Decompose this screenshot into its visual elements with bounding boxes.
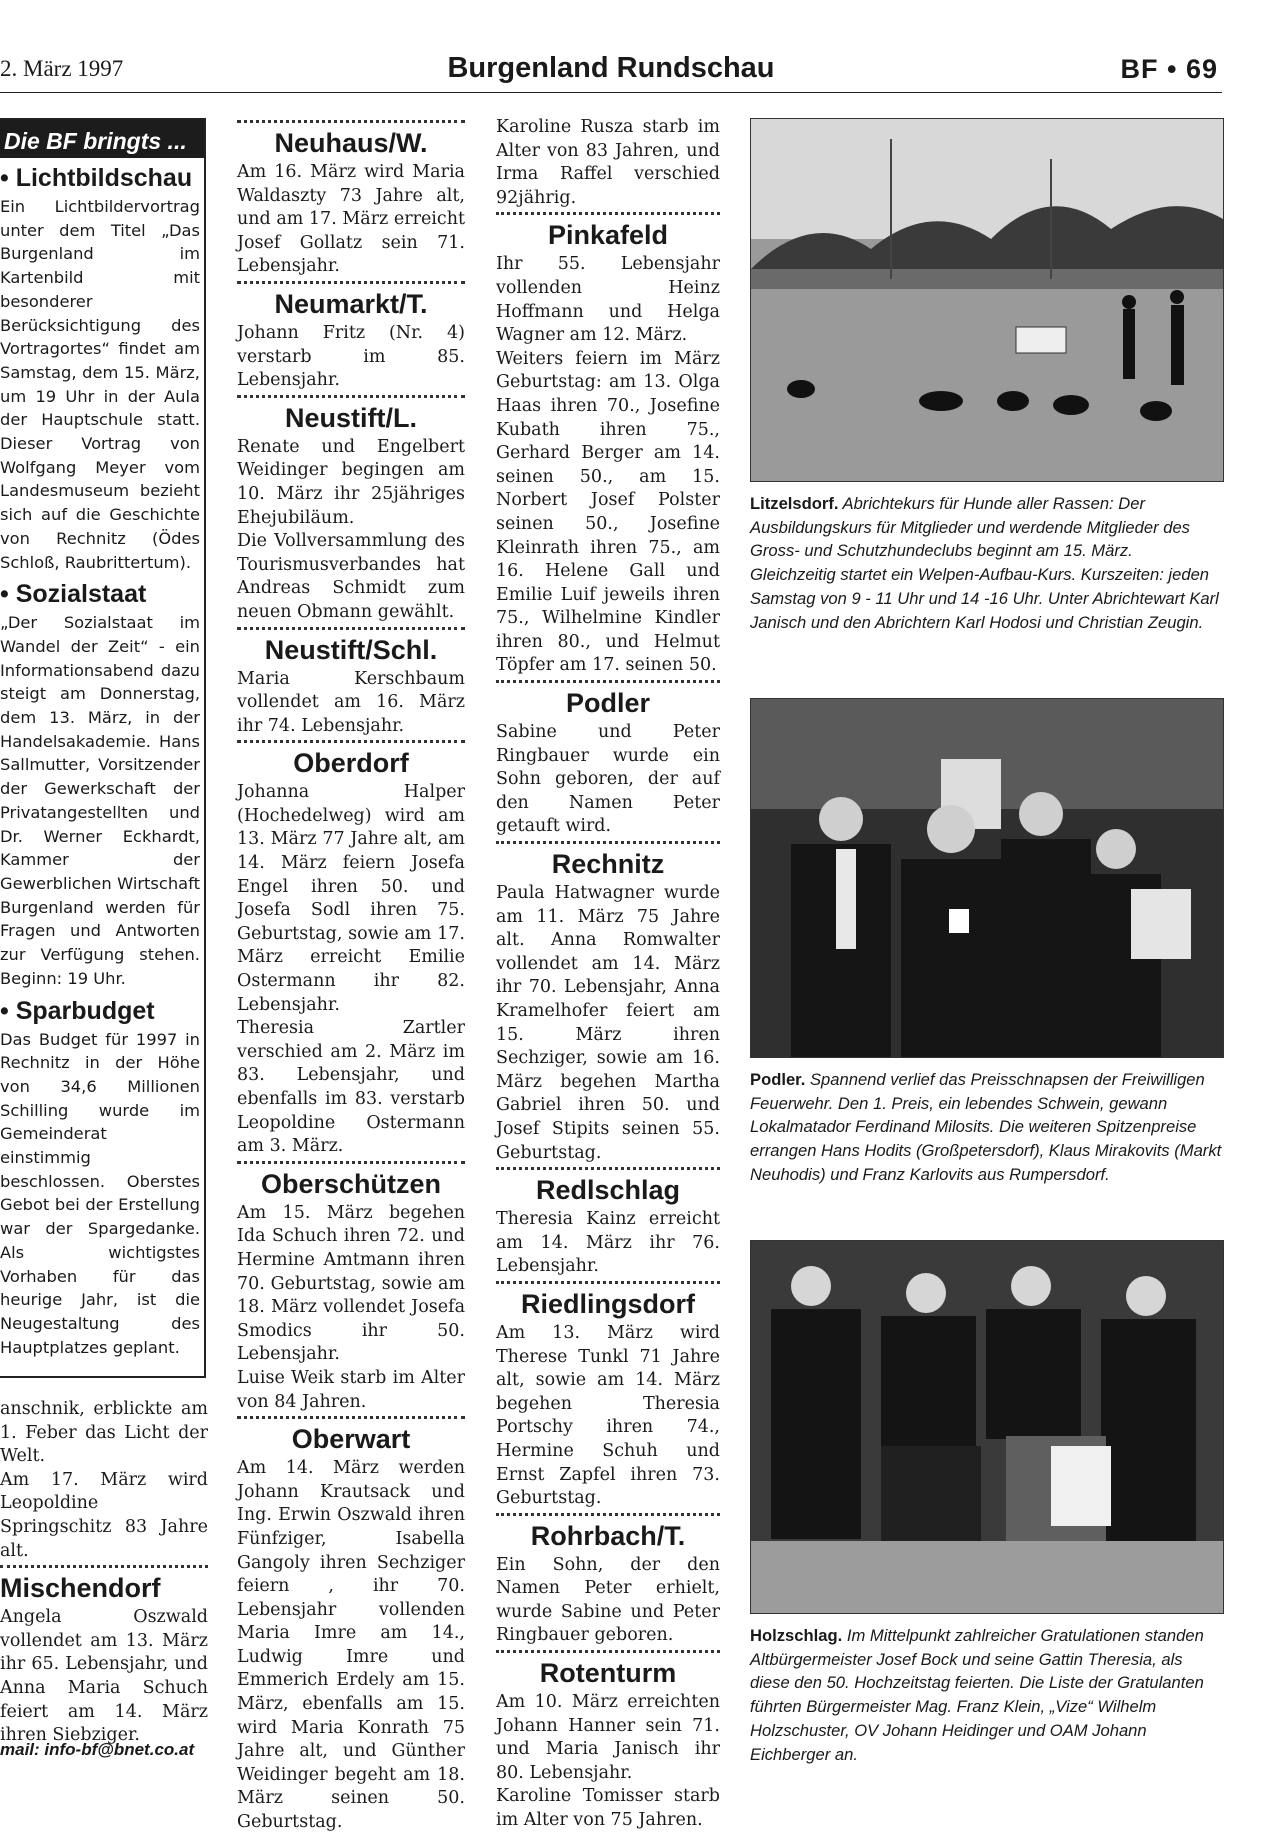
section-title: Neumarkt/T. (274, 288, 428, 319)
issue-date: 2. März 1997 (0, 56, 124, 81)
photo-dog-training (750, 118, 1224, 482)
section-rotenturm (496, 1650, 720, 1833)
page-number: BF • 69 (1120, 54, 1218, 84)
caption-place: Litzelsdorf. (750, 494, 839, 513)
info-box (0, 118, 206, 1378)
article-text: Johanna Halper (Hochedelweg) wird am 13. März 77 Jahre alt, am 14. März feiern Josefa Engel ihren 50. und Josefa Sodl ihren 75. Geburtstag, sowie am 17. März erreicht Emilie Ostermann ihr 82. Lebensjahr. (237, 782, 465, 1015)
caption-place: Holzschlag. (750, 1626, 843, 1645)
section-podler (496, 680, 720, 839)
newspaper-title: Burgenland Rundschau (447, 52, 775, 84)
dotted-divider (496, 1513, 720, 1516)
dotted-divider (237, 120, 465, 123)
section-oberwart (237, 1416, 465, 1835)
dotted-divider (237, 281, 465, 284)
caption-text: Spannend verlief das Preisschnapsen der Freiwilligen Feuerwehr. Den 1. Preis, ein lebendes Schwein, gewann Lokalmatador Ferdinand Milosits. Die weiteren Spitzenpreise errangen Hans Hodits (Großpetersdorf), Klaus Mirakovits (Markt Neuhodis) und Franz Karlovits aus Rumpersdorf. (750, 1070, 1222, 1184)
dotted-divider (496, 212, 720, 215)
section-title: Neustift/Schl. (264, 634, 438, 665)
section-oberschuetzen (237, 1161, 465, 1414)
info-section-text: Ein Lichtbildervortrag unter dem Titel „Das Burgenland im Kartenbild mit besonderer Berücksichtigung des Vortragortes“ findet am Samstag, dem 15. März, um 19 Uhr in der Aula der Hauptschule statt. Dieser Vortrag von Wolfgang Meyer vom Landesmuseum bezieht sich auf die Geschichte von Rechnitz (Ödes Schloß, Raubrittertum). (0, 197, 200, 572)
section-neustift-l (237, 395, 465, 625)
article-text: Karoline Tomisser starb im Alter von 75 Jahren. (496, 1786, 720, 1831)
section-title: Riedlingsdorf (521, 1288, 695, 1319)
dotted-divider (237, 1161, 465, 1164)
section-rohrbach (496, 1513, 720, 1648)
caption-podler (750, 1068, 1222, 1187)
section-title: Podler (565, 688, 651, 719)
info-section-title: • Sozialstaat (0, 580, 147, 609)
article-text: Angela Oszwald vollendet am 13. März ihr 65. Lebensjahr, und Anna Maria Schuch feiert am 14. März ihren Siebziger. (0, 1607, 208, 1746)
section-title: Rotenturm (539, 1658, 677, 1689)
section-neumarkt (237, 281, 465, 393)
section-title: Oberdorf (293, 748, 409, 779)
column-1-continued (0, 1398, 208, 1748)
dotted-divider (496, 841, 720, 844)
article-text: Am 15. März begehen Ida Schuch ihren 72. und Hermine Amtmann ihren 70. Geburtstag, sowie am 18. März vollendet Josefa Smodics ihr 50. Lebensjahr. (237, 1202, 465, 1365)
section-title-mischendorf: Mischendorf (0, 1573, 161, 1604)
photo-hochzeitstag (750, 1240, 1224, 1614)
section-title: Neustift/L. (285, 402, 417, 433)
article-text: Ihr 55. Lebensjahr vollenden Heinz Hoffmann und Helga Wagner am 12. März. (496, 254, 720, 346)
section-title: Oberwart (291, 1424, 411, 1455)
dotted-divider (237, 740, 465, 743)
article-text: Ein Sohn, der den Namen Peter erhielt, wurde Sabine und Peter Ringbauer geboren. (496, 1554, 720, 1646)
column-1 (0, 118, 210, 1758)
section-redlschlag (496, 1167, 720, 1279)
caption-place: Podler. (750, 1070, 806, 1089)
dotted-divider (496, 680, 720, 683)
section-title: Rechnitz (551, 849, 665, 880)
info-section-lichtbildschau (0, 164, 204, 574)
photo-dog-training-illustration (751, 119, 1223, 481)
article-text: Am 13. März wird Therese Tunkl 71 Jahre alt, sowie am 14. März begehen Theresia Portschy ihren 74., Hermine Schuh und Ernst Zapfel ihren 73. Geburtstag. (496, 1322, 720, 1509)
info-section-text: „Der Sozialstaat im Wandel der Zeit“ - ein Informationsabend dazu steigt am Donnerstag, dem 13. März, in der Handelsakademie. Hans Sallmutter, Vorsitzender der Gewerkschaft der Privatangestellten und Dr. Werner Eckhardt, Kammer der Gewerblichen Wirtschaft Burgenland werden für Fragen und Antworten zur Verfügung stehen. Beginn: 19 Uhr. (0, 613, 200, 988)
article-text: Johann Fritz (Nr. 4) verstarb im 85. Lebensjahr. (237, 322, 465, 391)
info-section-sparbudget (0, 997, 204, 1360)
dotted-divider (237, 395, 465, 398)
caption-holzschlag (750, 1624, 1222, 1766)
photo-preisschnapsen-illustration (751, 699, 1223, 1057)
info-section-sozialstaat (0, 580, 204, 990)
section-title: Oberschützen (260, 1168, 442, 1199)
section-rechnitz (496, 841, 720, 1165)
section-neustift-schl (237, 627, 465, 739)
section-neuhaus (237, 120, 465, 279)
section-pinkafeld (496, 212, 720, 678)
article-text: Am 10. März erreichten Johann Hanner sein 71. und Maria Janisch ihr 80. Lebensjahr. (496, 1692, 720, 1783)
dotted-divider (496, 1167, 720, 1170)
article-text: Karoline Rusza starb im Alter von 83 Jahren, und Irma Raffel verschied 92jährig. (496, 117, 720, 208)
dotted-divider (496, 1281, 720, 1284)
article-text: Renate und Engelbert Weidinger begingen am 10. März ihr 25jähriges Ehejubiläum. (237, 436, 465, 528)
info-section-title: • Lichtbildschau (0, 164, 193, 192)
dotted-divider (496, 1650, 720, 1653)
article-text: Paula Hatwagner wurde am 11. März 75 Jahre alt. Anna Romwalter vollendet am 14. März ihr 70. Lebensjahr, Anna Kramelhofer feiert am 15. März ihren Sechziger, sowie am 16. März begehen Martha Gabriel ihren 50. und Josef Stipits seinen 55. Geburtstag. (496, 883, 720, 1163)
caption-text: Abrichtekurs für Hunde aller Rassen: Der Ausbildungskurs für Mitglieder und werdende Mitglieder des Gross- und Schutzhundeclubs beginnt am 15. März. Gleichzeitig startet ein Welpen-Aufbau-Kurs. Kurszeiten: jeden Samstag von 9 - 11 Uhr und 14 -16 Uhr. Unter Abrichtewart Karl Janisch und den Abrichtern Karl Hodosi und Christian Zeugin. (750, 494, 1219, 632)
dotted-divider (237, 1416, 465, 1419)
section-title: Pinkafeld (547, 220, 669, 251)
article-text: Die Vollversammlung des Tourismusverbandes hat Andreas Schmidt zum neuen Obmann gewählt. (237, 531, 465, 622)
article-text: Theresia Zartler verschied am 2. März im 83. Lebensjahr, und ebenfalls im 83. verstarb Leopoldine Ostermann am 3. März. (237, 1018, 465, 1157)
photo-preisschnapsen (750, 698, 1224, 1058)
info-section-title: • Sparbudget (0, 996, 155, 1025)
article-text: Sabine und Peter Ringbauer wurde ein Sohn geboren, der auf den Namen Peter getauft wird. (496, 722, 720, 837)
info-section-text: Das Budget für 1997 in Rechnitz in der Höhe von 34,6 Millionen Schilling wurde im Gemeinderat einstimmig beschlossen. Oberstes Gebot bei der Erstellung war der Spargedanke. Als wichtigstes Vorhaben für das heurige Jahr, ist die Neugestaltung des Hauptplatzes geplant. (0, 1029, 200, 1357)
caption-text: Im Mittelpunkt zahlreicher Gratulationen standen Altbürgermeister Josef Bock und seine Gattin Theresia, als diese den 50. Hochzeitstag feierten. Die Liste der Gratulanten führten Bürgermeister Mag. Franz Klein, „Vize“ Wilhelm Holzschuster, OV Johann Heidinger und OAM Johann Eichberger an. (750, 1626, 1204, 1764)
article-text: Theresia Kainz erreicht am 14. März ihr 76. Lebensjahr. (496, 1209, 720, 1277)
column-2 (237, 118, 465, 1833)
article-text: Maria Kerschbaum vollendet am 16. März ihr 74. Lebensjahr. (237, 668, 465, 736)
page-header (0, 52, 1222, 93)
article-text: Am 16. März wird Maria Waldaszty 73 Jahre alt, und am 17. März erreicht Josef Gollatz sein 71. Lebensjahr. (237, 162, 465, 277)
section-title: Redlschlag (535, 1175, 681, 1206)
section-title: Neuhaus/W. (274, 128, 428, 158)
dotted-divider (237, 627, 465, 630)
section-title: Rohrbach/T. (530, 1520, 686, 1551)
column-3 (496, 116, 720, 1831)
article-text: anschnik, erblickte am 1. Feber das Licht der Welt. (0, 1399, 208, 1467)
article-text: Luise Weik starb im Alter von 84 Jahren. (237, 1367, 465, 1412)
info-box-heading: Die BF bringts ... (0, 120, 204, 158)
dotted-divider (0, 1565, 208, 1568)
section-oberdorf (237, 740, 465, 1159)
article-text: Am 14. März werden Johann Krautsack und Ing. Erwin Oszwald ihren Fünfziger, Isabella Gangoly ihren Sechziger feiern , ihr 70. Lebensjahr vollenden Maria Imre am 14., Ludwig Imre und Emmerich Erdely am 15. März, ebenfalls am 15. wird Maria Konrath 75 Jahre alt, und Günther Weidinger begeht am 18. März seinen 50. Geburtstag. (237, 1458, 465, 1833)
section-continued-intro (496, 116, 720, 210)
article-text: Weiters feiern im März Geburtstag: am 13. Olga Haas ihren 70., Josefine Kubath ihren 75., Gerhard Berger am 14. seinen 50., am 15. Norbert Josef Polster seinen 50., Josefine Kleinrath ihren 75., am 16. Helene Gall und Emilie Luif jeweils ihren 75., Wilhelmine Kindler ihren 80., und Helmut Töpfer am 17. seinen 50. (496, 348, 720, 676)
photo-hochzeitstag-illustration (751, 1241, 1223, 1613)
article-text: Am 17. März wird Leopoldine Springschitz 83 Jahre alt. (0, 1469, 208, 1561)
caption-litzelsdorf (750, 492, 1222, 634)
section-riedlingsdorf (496, 1281, 720, 1511)
contact-email: mail: info-bf@bnet.co.at (0, 1740, 195, 1759)
